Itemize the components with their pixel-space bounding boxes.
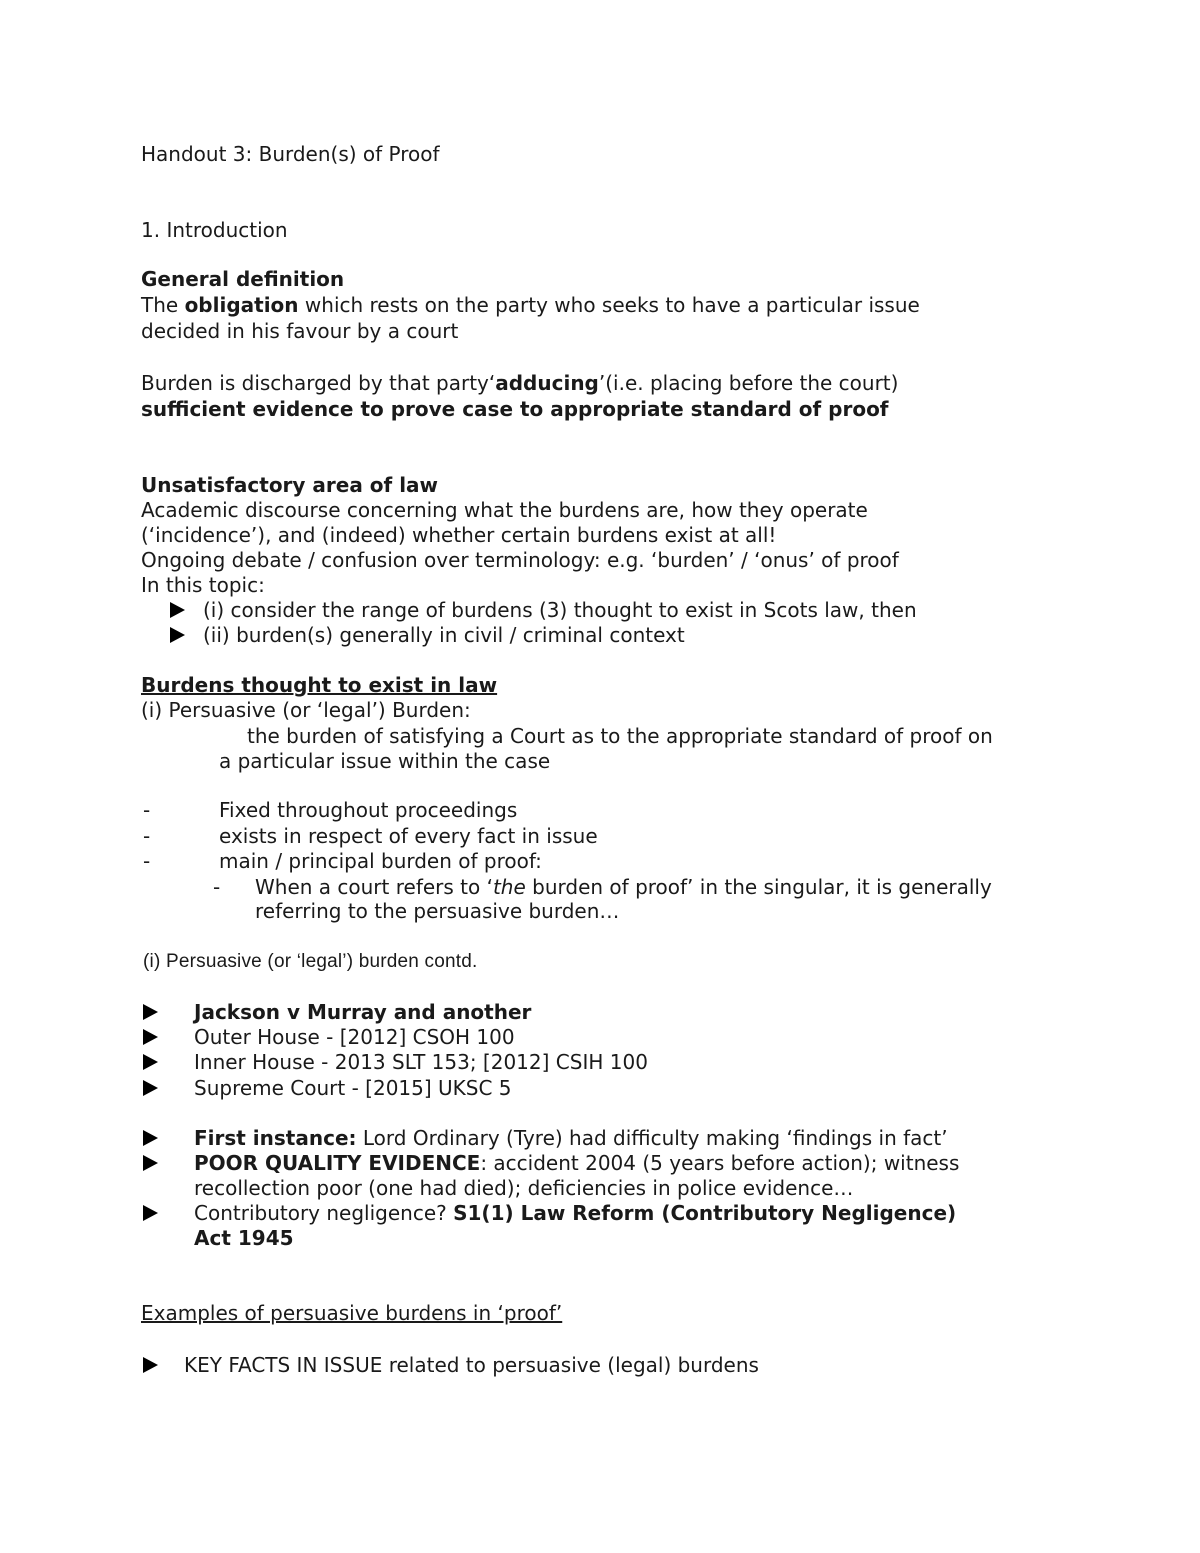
text-segment-bold: obligation (184, 293, 299, 317)
unsatisfactory-heading: Unsatisfactory area of law (141, 473, 439, 497)
case-jackson: Jackson v Murray and another (194, 1000, 532, 1024)
case-inner-house: Inner House - 2013 SLT 153; [2012] CSIH 100 (194, 1050, 648, 1074)
fact-poor-quality-line-2: recollection poor (one had died); deficiencies in police evidence… (194, 1176, 854, 1200)
general-definition-line-2: decided in his favour by a court (141, 319, 459, 343)
text-segment: Burden is discharged by that party‘ (141, 371, 496, 395)
dash-marker: - (143, 824, 151, 848)
topic-bullet-2: (ii) burden(s) generally in civil / criminal context (203, 623, 685, 647)
examples-bullet: KEY FACTS IN ISSUE related to persuasive (legal) burdens (184, 1353, 759, 1377)
unsatisfactory-line-2: (‘incidence’), and (indeed) whether certain burdens exist at all! (141, 523, 777, 547)
text-segment-bold: adducing (495, 371, 599, 395)
fact-poor-quality-line-1 (194, 1150, 959, 1176)
case-outer-house: Outer House - [2012] CSOH 100 (194, 1025, 515, 1049)
text-segment: When a court refers to ‘ (255, 875, 493, 899)
document-title: Handout 3: Burden(s) of Proof (141, 142, 440, 166)
burdens-heading: Burdens thought to exist in law (141, 673, 498, 697)
unsatisfactory-line-1: Academic discourse concerning what the burdens are, how they operate (141, 498, 868, 522)
text-segment: Lord Ordinary (Tyre) had difficulty making ‘findings in fact’ (356, 1126, 948, 1150)
text-segment-bold: POOR QUALITY EVIDENCE (194, 1151, 481, 1175)
bullet-arrow-icon (170, 627, 185, 643)
persuasive-definition-line-2: a particular issue within the case (219, 749, 551, 773)
discharge-line-2: sufficient evidence to prove case to appropriate standard of proof (141, 397, 889, 421)
persuasive-contd-heading: (i) Persuasive (or ‘legal’) burden contd. (143, 951, 478, 972)
unsatisfactory-line-4: In this topic: (141, 573, 265, 597)
bullet-arrow-icon (143, 1054, 158, 1070)
text-segment: : accident 2004 (5 years before action); witness (480, 1151, 960, 1175)
dash-marker: - (213, 875, 221, 899)
bullet-arrow-icon (143, 1029, 158, 1045)
discharge-line-1 (141, 370, 898, 396)
case-supreme-court: Supreme Court - [2015] UKSC 5 (194, 1076, 512, 1100)
dash-item-3: main / principal burden of proof: (219, 849, 542, 873)
bullet-arrow-icon (143, 1357, 158, 1373)
general-definition-heading: General definition (141, 267, 345, 291)
bullet-arrow-icon (170, 602, 185, 618)
dash-marker: - (143, 798, 151, 822)
bullet-arrow-icon (143, 1004, 158, 1020)
text-segment: burden of proof’ in the singular, it is generally (525, 875, 992, 899)
text-segment-italic: the (492, 875, 526, 899)
topic-bullet-1: (i) consider the range of burdens (3) thought to exist in Scots law, then (203, 598, 917, 622)
bullet-arrow-icon (143, 1130, 158, 1146)
bullet-arrow-icon (143, 1155, 158, 1171)
examples-heading: Examples of persuasive burdens in ‘proof’ (141, 1301, 563, 1325)
text-segment: which rests on the party who seeks to have a particular issue (298, 293, 920, 317)
text-segment: ’(i.e. placing before the court) (598, 371, 899, 395)
dash-item-2: exists in respect of every fact in issue (219, 824, 598, 848)
sub-dash-line-2: referring to the persuasive burden… (255, 899, 620, 923)
dash-item-1: Fixed throughout proceedings (219, 798, 518, 822)
bullet-arrow-icon (143, 1205, 158, 1221)
fact-contributory-line-1 (194, 1200, 956, 1226)
dash-marker: - (143, 849, 151, 873)
persuasive-burden-title: (i) Persuasive (or ‘legal’) Burden: (141, 698, 471, 722)
general-definition-line-1 (141, 292, 920, 318)
text-segment-bold: First instance: (194, 1126, 357, 1150)
sub-dash-line-1 (255, 874, 992, 900)
text-segment-bold: S1(1) Law Reform (Contributory Negligence) (453, 1201, 957, 1225)
fact-contributory-line-2: Act 1945 (194, 1226, 294, 1250)
text-segment: The (141, 293, 185, 317)
persuasive-definition-line-1: the burden of satisfying a Court as to the appropriate standard of proof on (247, 724, 993, 748)
fact-first-instance (194, 1125, 948, 1151)
section-heading-introduction: 1. Introduction (141, 218, 288, 242)
bullet-arrow-icon (143, 1080, 158, 1096)
unsatisfactory-line-3: Ongoing debate / confusion over terminology: e.g. ‘burden’ / ‘onus’ of proof (141, 548, 899, 572)
text-segment: Contributory negligence? (194, 1201, 454, 1225)
